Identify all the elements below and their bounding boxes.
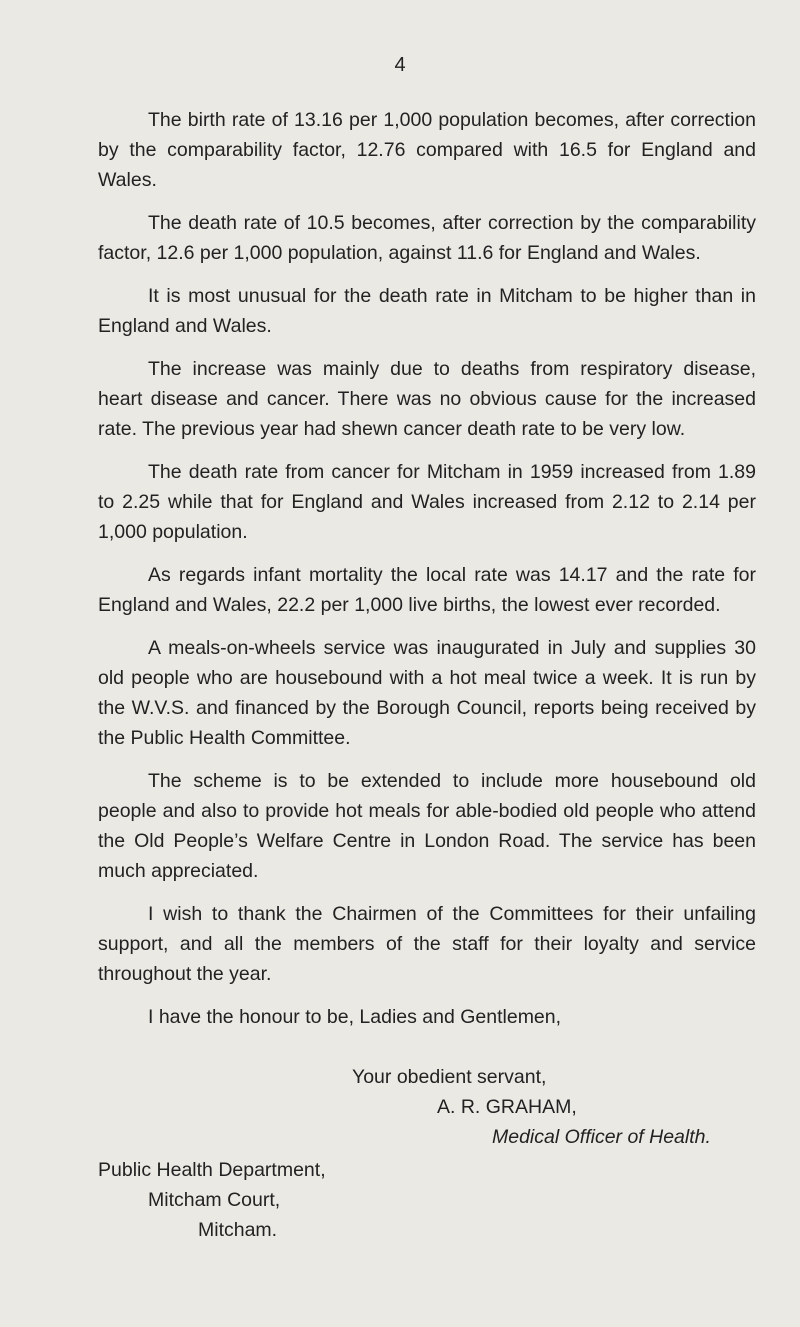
address-line-court: Mitcham Court, <box>148 1189 281 1211</box>
paragraph-death-causes: The increase was mainly due to deaths from respiratory disease, heart disease and cancer. There was no obvious cause for the increased rate. The previous year had shewn cancer death rate to be very low. <box>98 358 756 440</box>
paragraph-scheme-extension: The scheme is to be extended to include more housebound old people and also to provide hot meals for able-bodied old people who attend the Old People’s Welfare Centre in London Road. The service has been much appreciated. <box>98 770 756 882</box>
paragraph-thanks: I wish to thank the Chairmen of the Committees for their unfailing support, and all the members of the staff for their loyalty and service throughout the year. <box>98 903 756 985</box>
signature-valediction: Your obedient servant, <box>352 1066 547 1088</box>
paragraph-death-rate: The death rate of 10.5 becomes, after correction by the comparability factor, 12.6 per 1,000 population, against 11.6 for England and Wales. <box>98 212 756 264</box>
paragraph-cancer-death-rate: The death rate from cancer for Mitcham in 1959 increased from 1.89 to 2.25 while that for England and Wales increased from 2.12 to 2.14 per 1,000 population. <box>98 461 756 543</box>
closing-line: I have the honour to be, Ladies and Gentlemen, <box>148 1006 562 1028</box>
paragraph-meals-on-wheels: A meals-on-wheels service was inaugurated in July and supplies 30 old people who are housebound with a hot meal twice a week. It is run by the W.V.S. and financed by the Borough Council, reports being received by the Public Health Committee. <box>98 637 756 749</box>
signature-title: Medical Officer of Health. <box>492 1126 711 1148</box>
address-line-department: Public Health Department, <box>98 1159 326 1181</box>
report-body <box>98 105 756 1045</box>
page-number: 4 <box>394 54 406 76</box>
paragraph-unusual-death-rate: It is most unusual for the death rate in Mitcham to be higher than in England and Wales. <box>98 285 756 337</box>
paragraph-birth-rate: The birth rate of 13.16 per 1,000 population becomes, after correction by the comparability factor, 12.76 compared with 16.5 for England and Wales. <box>98 109 756 191</box>
paragraph-infant-mortality: As regards infant mortality the local rate was 14.17 and the rate for England and Wales, 22.2 per 1,000 live births, the lowest ever recorded. <box>98 564 756 616</box>
signature-name: A. R. GRAHAM, <box>437 1096 577 1118</box>
address-line-town: Mitcham. <box>198 1219 278 1241</box>
